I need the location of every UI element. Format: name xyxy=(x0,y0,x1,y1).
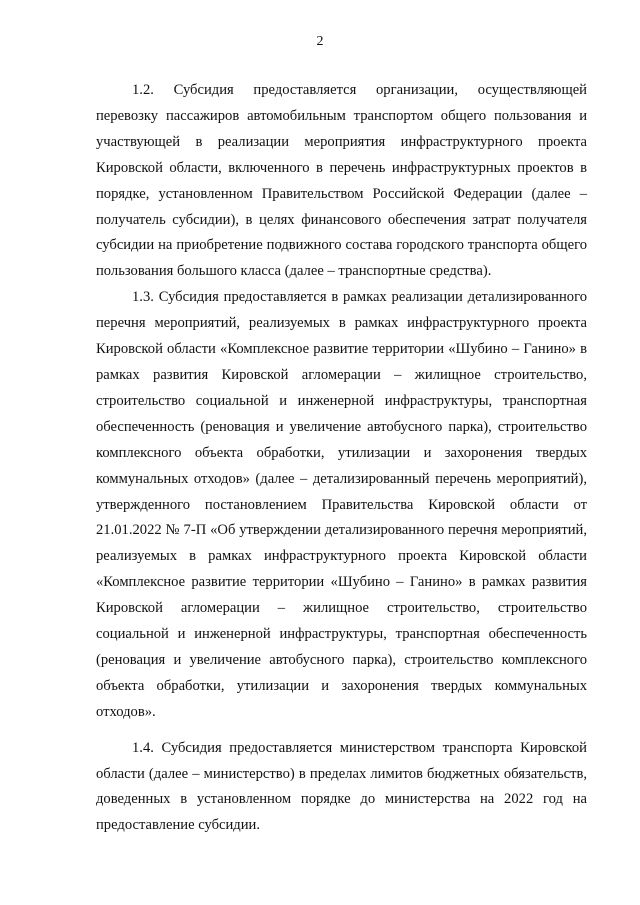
paragraph-1-2: 1.2. Субсидия предоставляется организации, осуществляющей перевозку пассажиров автомобильным транспортом общего пользования и участвующей в реализации мероприятия инфраструктурного проекта Кировской области, включенного в перечень инфраструктурных проектов в порядке, установленном Правительством Российской Федерации (далее – получатель субсидии), в целях финансового обеспечения затрат получателя субсидии на приобретение подвижного состава городского транспорта общего пользования большого класса (далее – транспортные средства). xyxy=(96,82,587,280)
paragraph-1-4: 1.4. Субсидия предоставляется министерством транспорта Кировской области (далее – министерство) в пределах лимитов бюджетных обязательств, доведенных в установленном порядке до министерства на 2022 год на предоставление субсидии. xyxy=(96,739,587,834)
page-number: 2 xyxy=(316,34,324,49)
paragraph-1-3: 1.3. Субсидия предоставляется в рамках реализации детализированного перечня мероприятий, реализуемых в рамках инфраструктурного проекта Кировской области «Комплексное развитие территории «Шубино – Ганино» в рамках развития Кировской агломерации – жилищное строительство, строительство социальной и инженерной инфраструктуры, транспортная обеспеченность (реновация и увеличение автобусного парка), строительство комплексного объекта обработки, утилизации и захоронения твердых коммунальных отходов» (далее – детализированный перечень мероприятий), утвержденного постановлением Правительства Кировской области от 21.01.2022 № 7-П «Об утверждении детализированного перечня мероприятий, реализуемых в рамках инфраструктурного проекта Кировской области «Комплексное развитие территории «Шубино – Ганино» в рамках развития Кировской агломерации – жилищное строительство, строительство социальной и инженерной инфраструктуры, транспортная обеспеченность (реновация и увеличение автобусного парка), строительство комплексного объекта обработки, утилизации и захоронения твердых коммунальных отходов». xyxy=(96,289,587,720)
document-body xyxy=(96,78,587,839)
